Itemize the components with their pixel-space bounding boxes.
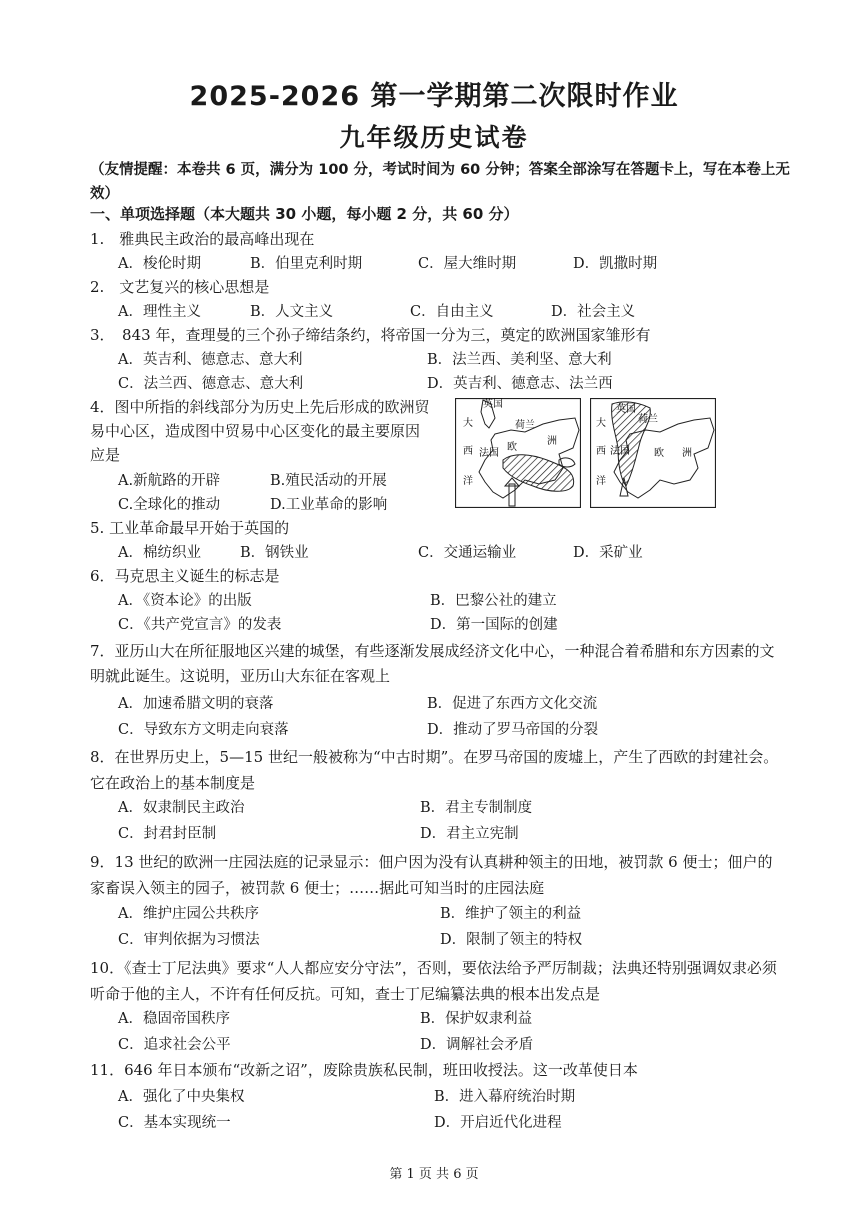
question-11-stem: 11．646 年日本颁布“改新之诏”，废除贵族私民制，班田收授法。这一改革使日本 [90,1061,638,1079]
map2-label-ou: 欧 [654,448,664,459]
question-7-option-c: C．导致东方文明走向衰落 [118,722,289,738]
question-6-option-d: D．第一国际的创建 [430,617,558,633]
question-4-option-a: A.新航路的开辟 [118,473,221,489]
question-5-option-d: D．采矿业 [573,545,643,561]
question-10-stem: 10．《查士丁尼法典》要求“人人都应安分守法”，否则，要依法给予严厉制裁；法典还特别强调奴隶必须听命于他的主人，不许有任何反抗。可知，查士丁尼编纂法典的根本出发点是 [90,959,777,1003]
question-7-option-b: B．促进了东西方文化交流 [427,696,598,712]
map1-label-england: 英国 [483,399,503,410]
map1-label-ou: 欧 [507,442,517,453]
map2-label-england: 英国 [616,404,636,415]
question-10-option-a: A．稳固帝国秩序 [118,1011,230,1027]
question-10-option-b: B．保护奴隶利益 [420,1011,533,1027]
question-11-option-b: B．进入幕府统治时期 [434,1089,576,1105]
map1-label-france: 法国 [479,448,499,459]
question-8-option-b: B．君主专制制度 [420,800,533,816]
question-1-option-c: C．屋大维时期 [418,256,517,272]
question-9-option-a: A．维护庄园公共秩序 [118,906,259,922]
question-3-option-a: A．英吉利、德意志、意大利 [118,352,303,368]
question-8-option-a: A．奴隶制民主政治 [118,800,245,816]
question-6-option-b: B．巴黎公社的建立 [430,593,557,609]
question-10-option-c: C．追求社会公平 [118,1037,231,1053]
question-5-option-b: B．钢铁业 [240,545,309,561]
question-8-option-c: C．封君封臣制 [118,826,217,842]
question-1-option-b: B．伯里克利时期 [250,256,363,272]
question-1-stem: 1. 雅典民主政治的最高峰出现在 [90,230,315,248]
question-4-option-c: C.全球化的推动 [118,497,221,513]
exam-notice: （友情提醒：本卷共 6 页，满分为 100 分，考试时间为 60 分钟；答案全部涂写在答题卡上，写在本卷上无效） [90,162,790,202]
question-4-stem-line-2: 易中心区，造成图中贸易中心区变化的最主要原因 [90,422,421,440]
question-2-stem: 2. 文艺复兴的核心思想是 [90,278,270,296]
question-9-stem: 9．13 世纪的欧洲一庄园法庭的记录显示：佃户因为没有认真耕种领主的田地，被罚款 6 便士；佃户的家畜误入领主的园子，被罚款 6 便士；……据此可知当时的庄园法庭 [90,853,773,897]
question-9-option-c: C．审判依据为习惯法 [118,932,260,948]
question-7-option-d: D．推动了罗马帝国的分裂 [427,722,599,738]
exam-title: 2025-2026 第一学期第二次限时作业 [189,81,679,112]
question-9-option-d: D．限制了领主的特权 [440,932,583,948]
question-4-stem-line-3: 应是 [90,446,121,464]
map1-label-xi: 西 [463,446,473,457]
question-3-option-b: B．法兰西、美利坚、意大利 [427,352,612,368]
question-1-option-a: A．梭伦时期 [118,256,201,272]
map1-label-zhou: 洲 [547,436,557,447]
question-5-option-c: C．交通运输业 [418,545,517,561]
question-10-option-d: D．调解社会矛盾 [420,1037,534,1053]
trade-center-map-late [590,398,716,508]
question-9-option-b: B．维护了领主的利益 [440,906,582,922]
question-4-stem-line-1: 4．图中所指的斜线部分为历史上先后形成的欧洲贸 [90,398,430,416]
question-5-option-a: A．棉纺织业 [118,545,201,561]
question-1-option-d: D．凯撒时期 [573,256,658,272]
question-8-stem: 8．在世界历史上，5—15 世纪一般被称为“中古时期”。在罗马帝国的废墟上，产生了西欧的封建社会。它在政治上的基本制度是 [90,748,779,792]
question-4-option-b: B.殖民活动的开展 [270,473,387,489]
map2-label-netherlands: 荷兰 [638,414,658,425]
question-3-stem: 3． 843 年，查理曼的三个孙子缔结条约，将帝国一分为三，奠定的欧洲国家雏形有 [90,326,651,344]
map2-label-xi: 西 [596,446,606,457]
map2-label-yang: 洋 [596,476,606,487]
question-7-option-a: A．加速希腊文明的衰落 [118,696,274,712]
map2-label-zhou: 洲 [682,448,692,459]
question-11-option-a: A．强化了中央集权 [118,1089,245,1105]
question-2-option-d: D．社会主义 [551,304,636,320]
trade-center-map-early [455,398,581,508]
question-3-option-c: C．法兰西、德意志、意大利 [118,376,304,392]
question-6-option-c: C．《共产党宣言》的发表 [118,617,282,633]
question-8-option-d: D．君主立宪制 [420,826,519,842]
map1-label-da: 大 [463,418,473,429]
question-4-option-d: D.工业革命的影响 [270,497,388,513]
map1-label-netherlands: 荷兰 [515,420,535,431]
question-2-option-c: C．自由主义 [410,304,494,320]
page-number: 第 1 页 共 6 页 [389,1167,479,1182]
question-2-option-a: A．理性主义 [118,304,201,320]
question-6-stem: 6．马克思主义诞生的标志是 [90,567,280,585]
question-7-stem: 7．亚历山大在所征服地区兴建的城堡，有些逐渐发展成经济文化中心，一种混合着希腊和东方因素的文明就此诞生。这说明，亚历山大东征在客观上 [90,642,775,685]
question-11-option-c: C．基本实现统一 [118,1115,231,1131]
question-6-option-a: A．《资本论》的出版 [118,593,252,609]
question-5-stem: 5. 工业革命最早开始于英国的 [90,519,290,537]
map1-label-yang: 洋 [463,476,473,487]
map2-label-da: 大 [596,418,606,429]
question-3-option-d: D．英吉利、德意志、法兰西 [427,376,613,392]
question-2-option-b: B．人文主义 [250,304,334,320]
map2-label-france: 法国 [610,446,630,457]
question-11-option-d: D．开启近代化进程 [434,1115,562,1131]
exam-subtitle: 九年级历史试卷 [339,123,529,152]
section-heading: 一、单项选择题（本大题共 30 小题，每小题 2 分，共 60 分） [90,205,519,223]
